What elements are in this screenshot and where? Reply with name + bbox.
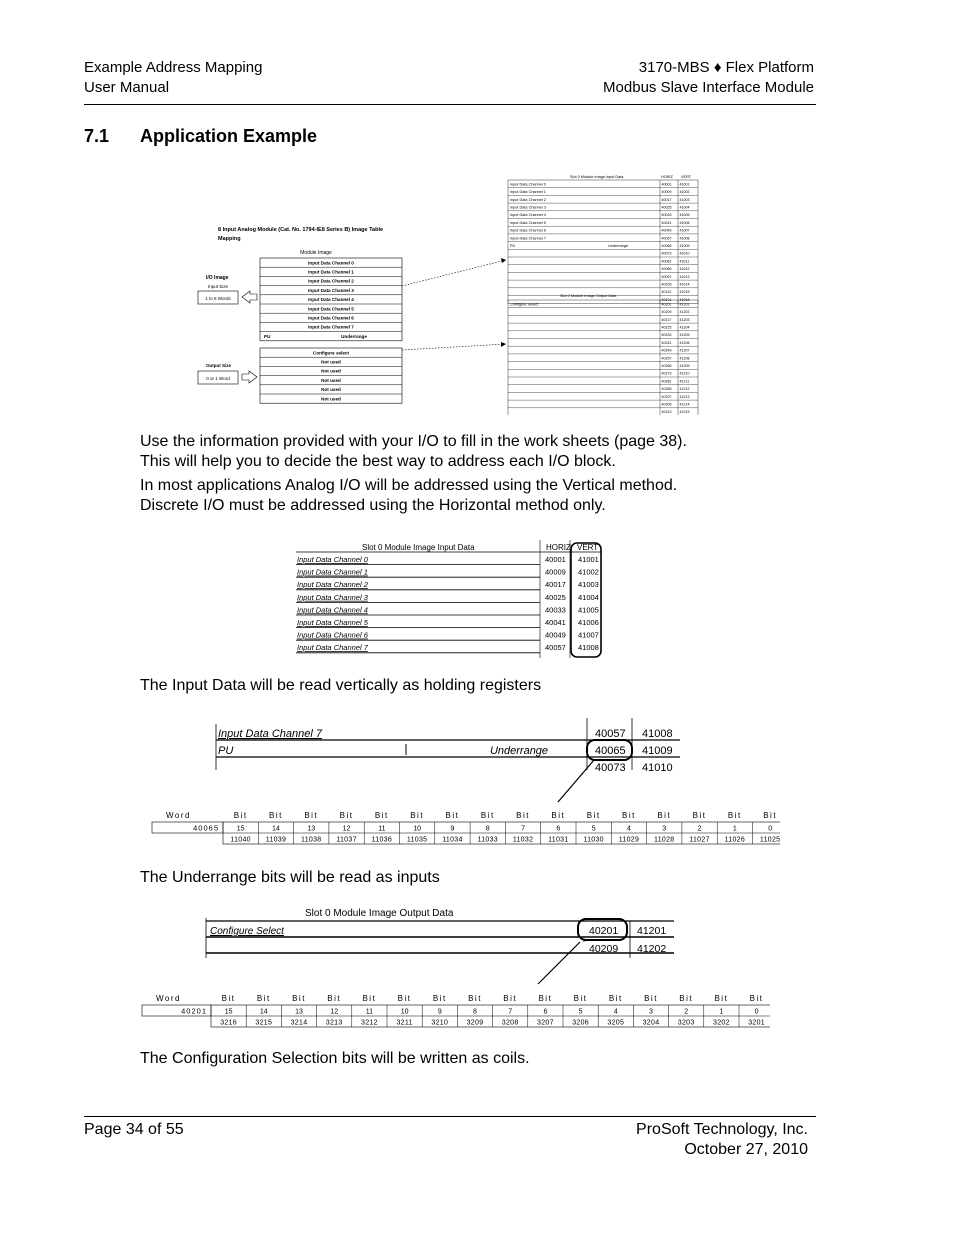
- bit-address: 11035: [406, 836, 428, 844]
- bit-address: 3207: [537, 1019, 554, 1027]
- fig1-input-row: Input Data Channel 3: [308, 287, 354, 293]
- fig1-right-out-vert: 41202: [679, 310, 690, 315]
- bit-number: 7: [508, 1008, 513, 1016]
- bit-number: 13: [307, 825, 316, 833]
- fig1-right-out-horiz: 40225: [661, 325, 672, 330]
- fig1-right-out-horiz: 40209: [661, 310, 672, 315]
- header-rule: [84, 104, 816, 105]
- fig1-right-horiz: 40073: [661, 251, 672, 256]
- fig1-right-pu: PU: [510, 244, 516, 248]
- fig1-right-out-vert: 41208: [679, 356, 690, 361]
- bit-number: 6: [543, 1008, 548, 1016]
- bit-number: 11: [378, 825, 386, 833]
- fig2-col1: HORIZ: [546, 543, 571, 552]
- fig1-right-vert: 41016: [679, 297, 690, 302]
- bit-address: 11025: [759, 836, 780, 844]
- fig1-right-horiz: 40049: [661, 228, 672, 233]
- fig1-output-row: Configure select: [313, 350, 349, 356]
- fig1-output-words: 0 or 1 Word: [206, 376, 230, 381]
- fig1-output-row: Not used: [321, 359, 341, 365]
- fig2-row-label: Input Data Channel 3: [297, 592, 368, 602]
- bit-column-label: Bit: [516, 811, 530, 820]
- fig1-right-horiz: 40081: [661, 259, 672, 264]
- fig1-right-out-vert: 41201: [679, 302, 690, 307]
- fig4-header: Slot 0 Module Image Output Data: [305, 908, 454, 919]
- fig1-output-row: Not used: [321, 387, 341, 393]
- bit-column-label: Bit: [727, 811, 742, 820]
- intro-line-1: Use the information provided with your I/O to fill in the work sheets (page 38).: [140, 433, 687, 450]
- bit-number: 0: [768, 825, 773, 833]
- bit-number: 2: [697, 825, 702, 833]
- bit-column-label: Bit: [679, 994, 694, 1003]
- fig4-row2-horiz: 40209: [589, 943, 619, 955]
- fig1-right-horiz: 40105: [661, 282, 672, 287]
- fig1-title: 8 Input Analog Module (Cat. No. 1794-IE8 Series B) Image Table: [218, 227, 384, 233]
- bit-address: 3211: [396, 1019, 413, 1027]
- bit-number: 4: [613, 1008, 618, 1016]
- bit-address: 3210: [431, 1019, 449, 1027]
- bit-column-label: Bit: [622, 811, 636, 820]
- bit-address: 3203: [677, 1019, 695, 1027]
- section-title: Application Example: [140, 126, 318, 146]
- fig1-right-vert: 41007: [679, 228, 690, 233]
- bit-number: 2: [684, 1008, 689, 1016]
- fig1-right-vert: 41001: [679, 182, 690, 187]
- fig1-right-vert: 41014: [679, 282, 690, 287]
- fig1-right-out-horiz: 40313: [661, 410, 672, 415]
- fig1-right-out-label: Configure Select: [510, 302, 539, 307]
- fig1-right-out-vert: 41205: [679, 333, 690, 338]
- fig1-right-out-horiz: 40233: [661, 333, 672, 338]
- fig1-dotted-link-output: [402, 344, 506, 350]
- fig1-right-out-vert: 41212: [679, 387, 690, 392]
- bit-address: 3201: [748, 1019, 765, 1027]
- fig1-right-vert: 41002: [679, 190, 690, 195]
- bit-number: 10: [413, 825, 422, 833]
- bit-column-label: Bit: [397, 994, 412, 1003]
- fig2-header: Slot 0 Module Image Input Data: [362, 543, 475, 552]
- fig1-output-size: Output Size: [206, 363, 231, 368]
- bit-number: 7: [521, 825, 526, 833]
- intro-line-4: Discrete I/O must be addressed using the Horizontal method only.: [140, 497, 606, 514]
- bit-number: 14: [272, 825, 280, 833]
- fig4-row2-vert: 41202: [637, 943, 667, 955]
- bit-number: 15: [236, 825, 245, 833]
- fig1-right-input-label: Input Data Channel 6: [510, 228, 546, 233]
- fig1-output-row: Not used: [321, 368, 341, 374]
- header-doc-title: Example Address Mapping: [84, 59, 263, 76]
- bit-column-label: Bit: [374, 811, 389, 820]
- bit-number: 9: [437, 1008, 442, 1016]
- fig1-right-vert: 41003: [679, 197, 690, 202]
- fig3-pointer-line: [558, 760, 594, 802]
- module-mapping-figure: [190, 170, 710, 415]
- bit-address: 3216: [220, 1019, 237, 1027]
- fig1-col2: VERT: [681, 175, 692, 179]
- fig1-right-out-horiz: 40281: [661, 379, 672, 384]
- fig2-row-label: Input Data Channel 5: [297, 618, 368, 627]
- bit-address: 3213: [325, 1019, 343, 1027]
- fig2-row-vert: 41003: [578, 580, 599, 590]
- fig1-right-vert: 41008: [679, 236, 690, 241]
- fig1-right-horiz: 40001: [661, 182, 672, 187]
- bit-column-label: Bit: [503, 994, 518, 1003]
- bit-number: 3: [649, 1008, 653, 1016]
- bit-column-label: Bit: [445, 811, 460, 820]
- fig3-content: [152, 718, 780, 844]
- fig2-row-horiz: 40057: [545, 643, 566, 653]
- fig1-input-arrow: [242, 291, 257, 303]
- fig1-right-out-vert: 41203: [679, 317, 690, 322]
- configure-select-bit-figure: [140, 902, 770, 1030]
- bit-address: 11039: [265, 836, 287, 844]
- bit-column-label: Bit: [362, 994, 377, 1003]
- bit-column-label: Bit: [538, 994, 553, 1003]
- fig4-pointer-line: [538, 942, 580, 984]
- fig1-right-vert: 41011: [679, 259, 690, 264]
- bit-column-label: Bit: [410, 811, 425, 820]
- fig1-right-horiz: 40041: [661, 220, 672, 225]
- header-product: 3170-MBS ♦ Flex Platform: [638, 59, 814, 76]
- bit-address: 11040: [230, 836, 251, 844]
- fig1-right-horiz: 40065: [661, 244, 672, 248]
- footer-company: ProSoft Technology, Inc.: [636, 1121, 808, 1138]
- fig2-row-label: Input Data Channel 1: [297, 567, 368, 577]
- bit-address: 3206: [572, 1019, 589, 1027]
- bit-column-label: Bit: [573, 994, 588, 1003]
- bit-column-label: Bit: [749, 994, 764, 1003]
- fig3-row2-pu: PU: [218, 745, 234, 757]
- fig2-row-label: Input Data Channel 7: [297, 643, 368, 653]
- section-heading: [84, 126, 317, 147]
- fig4-row1-label: Configure Select: [210, 926, 284, 937]
- fig2-row-label: Input Data Channel 6: [297, 630, 368, 640]
- bit-address: 11033: [477, 836, 498, 844]
- fig1-right-input-label: Input Data Channel 7: [510, 236, 546, 241]
- fig1-right-input-label: Input Data Channel 3: [510, 205, 546, 210]
- bit-column-label: Bit: [657, 811, 672, 820]
- fig1-right-horiz: 40121: [661, 297, 672, 302]
- fig2-row-label: Input Data Channel 2: [297, 580, 368, 590]
- fig1-right-out-horiz: 40273: [661, 371, 672, 376]
- fig1-right-horiz: 40097: [661, 274, 672, 279]
- bit-address: 3209: [466, 1019, 484, 1027]
- fig2-row-vert: 41008: [578, 643, 599, 653]
- fig1-input-row: Input Data Channel 1: [308, 269, 354, 275]
- bit-column-label: Bit: [327, 994, 342, 1003]
- fig1-right-out-vert: 41204: [679, 325, 690, 330]
- fig1-right-input-label: Input Data Channel 0: [510, 182, 546, 187]
- fig2-col2: VERT: [577, 543, 599, 552]
- fig1-right-table: [508, 175, 698, 415]
- fig3-row1-horiz: 40057: [595, 728, 626, 740]
- fig1-right-vert: 41015: [679, 290, 690, 295]
- fig1-right-horiz: 40089: [661, 267, 672, 272]
- fig1-output-arrow: [242, 371, 257, 383]
- bit-address: 3204: [642, 1019, 660, 1027]
- bit-number: 1: [732, 825, 737, 833]
- bit-address: 11036: [371, 836, 393, 844]
- bit-column-label: Bit: [480, 811, 495, 820]
- fig1-dotted-link-input: [402, 260, 506, 286]
- bit-column-label: Bit: [233, 811, 248, 820]
- bit-column-label: Bit: [644, 994, 658, 1003]
- fig1-right-out-horiz: 40241: [661, 340, 672, 345]
- footer-right: [636, 1120, 808, 1160]
- bit-number: 1: [719, 1008, 724, 1016]
- bit-address: 3202: [713, 1019, 730, 1027]
- fig1-right-vert: 41009: [679, 244, 690, 248]
- fig1-right-horiz: 40017: [661, 197, 672, 202]
- fig1-right-vert: 41005: [679, 213, 690, 218]
- fig1-pu: PU: [264, 333, 271, 339]
- fig2-row-horiz: 40025: [545, 592, 566, 602]
- bit-column-label: Bit: [256, 994, 271, 1003]
- bit-number: 13: [295, 1008, 303, 1016]
- bit-number: 0: [754, 1008, 759, 1016]
- footer-page: Page 34 of 55: [84, 1121, 184, 1138]
- fig1-right-underrange: Underrange: [608, 244, 629, 248]
- bit-address: 11037: [336, 836, 357, 844]
- fig1-right-out-vert: 41214: [679, 402, 690, 407]
- intro-paragraph: [140, 432, 687, 516]
- fig4-content: [142, 908, 770, 1027]
- fig1-right-out-vert: 41211: [679, 379, 690, 384]
- fig1-right-vert: 41004: [679, 205, 690, 210]
- fig3-row1-vert: 41008: [642, 728, 673, 740]
- header-doc-type: User Manual: [84, 79, 170, 96]
- bit-column-label: Bit: [586, 811, 601, 820]
- bit-number: 12: [330, 1008, 339, 1016]
- bit-word-value: 40201: [181, 1006, 207, 1016]
- fig1-right-out-vert: 41210: [679, 371, 690, 376]
- fig3-row2-horiz: 40065: [595, 745, 626, 757]
- bit-number: 9: [450, 825, 455, 833]
- bit-number: 12: [342, 825, 351, 833]
- fig1-right-out-vert: 41206: [679, 340, 690, 345]
- fig1-right-out-horiz: 40297: [661, 394, 672, 399]
- intro-line-2: This will help you to decide the best way to address each I/O block.: [140, 453, 616, 470]
- bit-word-label: Word: [156, 994, 181, 1003]
- bit-column-label: Bit: [304, 811, 319, 820]
- fig2-row-horiz: 40001: [545, 555, 566, 564]
- fig1-right-out-horiz: 40289: [661, 387, 672, 392]
- fig2-row-horiz: 40017: [545, 580, 566, 590]
- fig4-row1-vert: 41201: [637, 925, 667, 937]
- fig3-row3-horiz: 40073: [595, 762, 626, 774]
- fig1-col1: HORIZ: [661, 175, 673, 179]
- bit-address: 11038: [301, 836, 322, 844]
- fig3-row3-vert: 41010: [642, 762, 673, 774]
- bit-word-label: Word: [166, 811, 191, 820]
- bit-number: 5: [578, 1008, 583, 1016]
- fig3-row2-vert: 41009: [642, 745, 673, 757]
- fig1-right-vert: 41012: [679, 267, 690, 272]
- input-data-table-figure: [290, 538, 610, 660]
- fig4-row1-horiz: 40201: [589, 925, 619, 937]
- caption-underrange: The Underrange bits will be read as inputs: [140, 869, 440, 886]
- fig1-module-image: Module Image: [300, 250, 332, 256]
- fig2-row-label: Input Data Channel 4: [297, 605, 368, 615]
- fig3-row2-underrange: Underrange: [489, 745, 549, 757]
- fig2-row-vert: 41004: [578, 592, 599, 602]
- fig1-input-row: Input Data Channel 5: [308, 306, 354, 312]
- fig1-right-vert: 41006: [679, 220, 690, 225]
- bit-number: 8: [473, 1008, 477, 1016]
- bit-number: 3: [662, 825, 667, 833]
- fig2-row-vert: 41005: [578, 605, 599, 615]
- bit-column-label: Bit: [763, 811, 778, 820]
- fig1-input-words: 1 to 9 Words: [205, 296, 231, 301]
- fig2-row-horiz: 40049: [545, 630, 566, 640]
- fig1-right-horiz: 40009: [661, 190, 672, 195]
- fig1-right-out-vert: 41207: [679, 348, 690, 353]
- fig1-input-row: Input Data Channel 6: [308, 315, 354, 321]
- fig3-row1-label: Input Data Channel 7: [218, 728, 322, 740]
- bit-address: 11027: [689, 836, 710, 844]
- fig1-right-input-label: Input Data Channel 5: [510, 220, 546, 225]
- bit-address: 3212: [361, 1019, 378, 1027]
- bit-address: 11026: [724, 836, 746, 844]
- bit-column-label: Bit: [714, 994, 729, 1003]
- fig1-input-row: Input Data Channel 2: [308, 278, 354, 284]
- fig2-row-vert: 41001: [578, 555, 599, 564]
- header-right: [603, 58, 814, 98]
- bit-number: 6: [556, 825, 561, 833]
- bit-address: 11034: [442, 836, 463, 844]
- bit-column-label: Bit: [608, 994, 623, 1003]
- intro-line-3: In most applications Analog I/O will be addressed using the Vertical method.: [140, 477, 678, 494]
- fig1-input-row: Input Data Channel 7: [308, 324, 354, 330]
- fig1-right-out-horiz: 40257: [661, 356, 672, 361]
- bit-column-label: Bit: [551, 811, 566, 820]
- fig1-input-row: Input Data Channel 0: [308, 260, 354, 266]
- fig1-right-out-horiz: 40201: [661, 302, 672, 307]
- caption-configuration: The Configuration Selection bits will be written as coils.: [140, 1050, 530, 1067]
- bit-address: 3208: [501, 1019, 519, 1027]
- caption-input-data: The Input Data will be read vertically as holding registers: [140, 677, 542, 694]
- fig1-right-horiz: 40113: [661, 290, 672, 295]
- bit-column-label: Bit: [221, 994, 236, 1003]
- fig2-table: [296, 540, 602, 658]
- bit-number: 4: [626, 825, 631, 833]
- bit-address: 3215: [255, 1019, 273, 1027]
- fig1-right-vert: 41010: [679, 251, 690, 256]
- fig1-right-out-horiz: 40265: [661, 364, 672, 368]
- fig1-right-horiz: 40033: [661, 213, 672, 218]
- bit-number: 8: [485, 825, 490, 833]
- fig2-row-vert: 41007: [578, 630, 599, 640]
- bit-address: 11030: [583, 836, 604, 844]
- bit-number: 11: [365, 1008, 374, 1016]
- bit-address: 11029: [618, 836, 640, 844]
- fig1-underrange: Underrange: [341, 333, 367, 339]
- header-module: Modbus Slave Interface Module: [603, 79, 814, 96]
- bit-number: 5: [591, 825, 596, 833]
- fig1-right-vert: 41013: [679, 274, 690, 279]
- fig1-right-input-label: Input Data Channel 4: [510, 213, 546, 218]
- header-left: [84, 58, 262, 98]
- bit-address: 11028: [654, 836, 675, 844]
- bit-number: 14: [259, 1008, 268, 1016]
- fig1-right-input-label: Input Data Channel 2: [510, 197, 546, 202]
- bit-column-label: Bit: [432, 994, 447, 1003]
- bit-column-label: Bit: [292, 994, 306, 1003]
- fig1-output-table: [260, 348, 402, 403]
- fig1-right-input-label: Input Data Channel 1: [510, 190, 546, 195]
- fig1-right-out-vert: 41213: [679, 394, 690, 399]
- bit-address: 11031: [548, 836, 569, 844]
- fig2-row-vert: 41006: [578, 618, 599, 627]
- bit-column-label: Bit: [339, 811, 354, 820]
- fig1-title-2: Mapping: [218, 236, 241, 242]
- bit-word-value: 40065: [193, 823, 219, 833]
- fig1-right-out-horiz: 40249: [661, 348, 672, 353]
- section-number: 7.1: [84, 126, 110, 146]
- bit-column-label: Bit: [269, 811, 283, 820]
- fig2-row-horiz: 40041: [545, 618, 566, 627]
- fig1-output-row: Not used: [321, 377, 341, 383]
- fig1-io-image: I/O Image: [206, 275, 229, 281]
- fig1-right-out-horiz: 40305: [661, 402, 672, 407]
- bit-address: 3214: [290, 1019, 308, 1027]
- bit-number: 15: [224, 1008, 233, 1016]
- footer-date: October 27, 2010: [684, 1141, 808, 1158]
- fig1-right-out-vert: 41215: [679, 410, 690, 415]
- fig1-output-row: Not used: [321, 396, 341, 402]
- fig1-input-size: Input Size: [208, 284, 229, 289]
- fig1-input-row: Input Data Channel 4: [308, 297, 354, 303]
- fig1-right-horiz: 40025: [661, 205, 672, 210]
- bit-column-label: Bit: [692, 811, 707, 820]
- footer-rule: [84, 1116, 816, 1117]
- fig1-right-out-vert: 41209: [679, 364, 690, 368]
- bit-address: 11032: [512, 836, 534, 844]
- fig1-right-in-header: Slot 0 Module Image Input Data: [570, 175, 624, 179]
- fig2-row-vert: 41002: [578, 567, 599, 577]
- fig1-right-out-horiz: 40217: [661, 317, 672, 322]
- fig2-row-horiz: 40033: [545, 605, 566, 615]
- underrange-bit-figure: [150, 718, 780, 848]
- fig1-right-out-header: Slot 0 Module Image Output Data: [560, 294, 617, 298]
- bit-column-label: Bit: [468, 994, 482, 1003]
- fig1-right-horiz: 40057: [661, 236, 672, 241]
- fig1-input-table: [260, 258, 402, 341]
- bit-number: 10: [400, 1008, 409, 1016]
- bit-address: 3205: [607, 1019, 625, 1027]
- fig2-row-label: Input Data Channel 0: [297, 555, 368, 564]
- fig2-row-horiz: 40009: [545, 567, 566, 577]
